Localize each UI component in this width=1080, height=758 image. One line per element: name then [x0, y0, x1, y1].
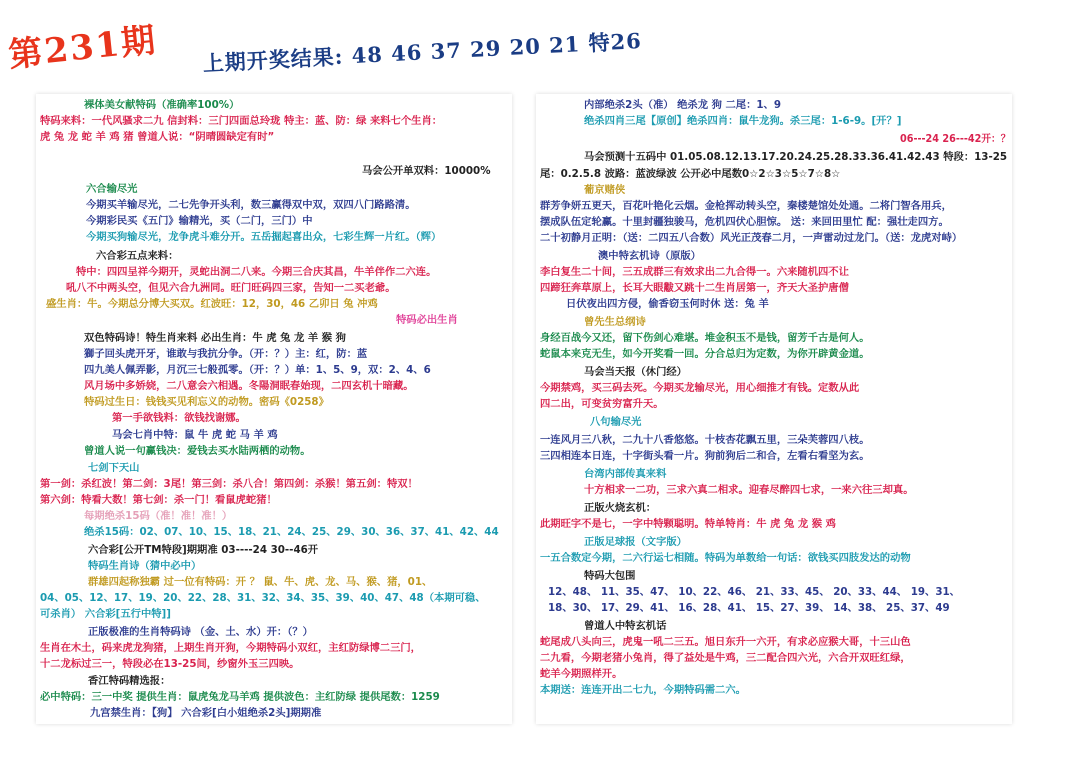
- text-line: 18、30、 17、29、41、 16、28、41、 15、27、39、 14、38、 25、37、49: [548, 602, 950, 614]
- text-line: 特码生肖诗（猜中必中）: [88, 560, 202, 572]
- text-line: 八句输尽光: [590, 416, 642, 428]
- text-line: 四蹄狂奔草原上，长耳大眼黻又跳十二生肖居第一，齐天大圣护唐僧: [540, 282, 849, 294]
- text-line: 今期买羊输尽光，二七先争开头利，数三赢得双中双，双四八门路路清。: [86, 199, 416, 211]
- text-line: 马会预测十五码中 01.05.08.12.13.17.20.24.25.28.33.36.41.42.43 特段：13-25: [584, 151, 1008, 163]
- left-page: [36, 94, 512, 724]
- text-line: 盛生肖：牛。今期总分博大买双。红波旺：12，30，46 乙卯日 兔 冲鸡: [46, 298, 378, 310]
- text-line: 蛇鼠本来克无生，如今开奖看一回。分合总归为定数，为你开辟黄金道。: [540, 348, 870, 360]
- text-line: 今期彩民买《五门》输精光，买（二门，三门）中: [86, 215, 313, 227]
- text-line: 06---24 26---42开：？: [900, 133, 1011, 145]
- text-line: 尾：0.2.5.8 波路：蓝波绿波 公开必中尾数0☆2☆3☆5☆7☆8☆: [540, 168, 841, 180]
- text-line: 蛇尾成八头向三，虎鬼一吼二三五。旭日东升一六开，有求必应猴大哥，十三山色: [540, 636, 911, 648]
- text-line: 正版足球报（文字版）: [584, 536, 687, 548]
- text-line: 身经百战今又还，留下伤剑心难堪。堆金积玉不是钱，留芳千古是何人。: [540, 332, 870, 344]
- text-line: 内部绝杀2头（准） 绝杀龙 狗 二尾：1、9: [584, 99, 781, 111]
- text-line: 第一剑：杀红波！第二剑：3尾！第三剑：杀八合！第四剑：杀猴！第五剑：特双！: [40, 478, 418, 490]
- text-line: 马会七肖中特：鼠 牛 虎 蛇 马 羊 鸡: [112, 429, 278, 441]
- text-line: 二九看，今期老猪小兔肖，得了益处是牛鸡，三二配合四六光，六合开双旺红绿，: [540, 652, 911, 664]
- text-line: 第一手欲钱料：欲钱找谢娜。: [112, 412, 246, 424]
- text-line: 绝杀四肖三尾【原创】绝杀四肖：鼠牛龙狗。杀三尾：1-6-9。[开？]: [584, 115, 902, 127]
- text-line: 曾先生总纲诗: [584, 316, 646, 328]
- text-line: 六合彩五点来料：: [96, 250, 179, 262]
- text-line: 香江特码精选报：: [88, 675, 171, 687]
- text-line: 摆成队伍定轮赢。十里封疆独骏马，危机四伏心胆惊。 送：来回田里忙 配：强壮走四方。: [540, 216, 949, 228]
- text-line: 群芳争妍五更天，百花叶艳化云烟。金枪挥动转头空，秦楼楚馆处处通。二将门智各用兵，: [540, 200, 952, 212]
- text-line: 风月场中多娇娆，二八意会六相遇。冬陽洞眠春始现，二四玄机十暗藏。: [84, 380, 414, 392]
- text-line: 一五合数定今期，二六行运七相随。特码为单数给一句话：欲钱买四肢发达的动物: [540, 552, 911, 564]
- text-line: 曾道人中特玄机话: [584, 620, 667, 632]
- right-page: [536, 94, 1012, 724]
- text-line: 六合输尽光: [86, 183, 138, 195]
- text-line: 七剑下天山: [88, 462, 140, 474]
- text-line: 曾道人说一句赢钱决：爱钱去买水陆两栖的动物。: [84, 445, 311, 457]
- text-line: 必中特码：三一中奖 提供生肖：鼠虎兔龙马羊鸡 提供波色：主红防绿 提供尾数：1259: [40, 691, 440, 703]
- text-line: 蛇羊今期照样开。: [540, 668, 623, 680]
- text-line: 12、48、 11、35、47、 10、22、46、 21、33、45、 20、33、44、 19、31、: [548, 586, 960, 598]
- issue-title: 第231期: [6, 20, 160, 76]
- text-line: 九宫禁生肖：【狗】 六合彩[白小姐绝杀2头]期期准: [90, 707, 322, 719]
- text-line: 李白复生二十间，三五成群三有效求出二九合得一。六来随机四不让: [540, 266, 849, 278]
- text-line: 本期送：连连开出二七九，今期特码需二六。: [540, 684, 746, 696]
- text-line: 日伏夜出四方侵，偷香窃玉何时休 送：兔 羊: [566, 298, 769, 310]
- text-line: 台湾内部传真来料: [584, 468, 667, 480]
- text-line: 04、05、12、17、19、20、22、28、31、32、34、35、39、40、47、48（本期可稳、: [40, 592, 486, 604]
- text-line: 三四相连本日连，十字街头看一片。狗前狗后二和合，左看右看坚为玄。: [540, 450, 870, 462]
- text-line: 马会公开单双料：10000%: [362, 165, 491, 177]
- text-line: 此期旺字不是七，一字中特颗聪明。特单特肖：牛 虎 兔 龙 猴 鸡: [540, 518, 836, 530]
- text-line: 群雄四起称独霸 过一位有特码：开 ？ 鼠、牛、虎、龙、马、猴、猪，01、: [88, 576, 433, 588]
- text-line: 吼八不中两头空，但见六合九洲同。旺门旺码四三家，告知一二买老爺。: [66, 282, 396, 294]
- text-line: 一连风月三八秋，二九十八香悠悠。十枝杏花飘五里，三朵芙蓉四八枝。: [540, 434, 870, 446]
- text-line: 葡京赌侠: [584, 184, 626, 196]
- text-line: 四二出，可变贫穷富升天。: [540, 398, 664, 410]
- text-line: 六合彩[公开TM特段]期期准 03----24 30--46开: [88, 544, 319, 556]
- text-line: 四九美人佩弄影，月沉三七般孤零。（开：？）单：1、5、9，双：2、4、6: [84, 364, 431, 376]
- last-result: 上期开奖结果: 48 46 37 29 20 21 特26: [202, 27, 643, 76]
- text-line: 二十初静月正明：（送：二四五八合数）风光正茂春二月，一声雷动过龙门。（送：龙虎对峙）: [540, 232, 963, 244]
- text-line: 今期买狗输尽光，龙争虎斗难分开。五岳掘起喜出众，七彩生辉一片红。（辉）: [86, 231, 442, 243]
- text-line: 双色特码诗！特生肖来料 必出生肖：牛 虎 兔 龙 羊 猴 狗: [84, 332, 346, 344]
- text-line: 特码必出生肖: [396, 314, 458, 326]
- text-line: 澳中特玄机诗（原版）: [598, 250, 701, 262]
- text-line: 正版极准的生肖特码诗 （金、土、水）开：（？）: [88, 626, 313, 638]
- text-line: 虎 兔 龙 蛇 羊 鸡 猪 曾道人说：“阴晴圆缺定有时”: [40, 131, 275, 143]
- text-line: 十二龙标过三一，特段必在13-25间，纱窗外玉三四映。: [40, 658, 300, 670]
- text-line: 特码大包围: [584, 570, 636, 582]
- text-line: 绝杀15码：02、07、10、15、18、21、24、25、29、30、36、37、41、42、44: [84, 526, 499, 538]
- text-line: 可杀肖） 六合彩[五行中特]]: [40, 608, 171, 620]
- text-line: 特码来料：一代风骚求二九 信封料：三门四面总玲珑 特主：蓝、防：绿 来料七个生肖：: [40, 115, 443, 127]
- text-line: 特码过生日：钱钱买见利忘义的动物。密码《0258》: [84, 396, 329, 408]
- text-line: 裸体美女献特码（准确率100%）: [84, 99, 240, 111]
- text-line: 十方相求一二功，三求六真二相求。迎春尽醉四七求，一来六往三却真。: [584, 484, 914, 496]
- text-line: 生肖在木土，码来虎龙狗猪，上期生肖开狗，今期特码小双红，主红防绿博二三门，: [40, 642, 421, 654]
- text-line: 獅子回头虎开牙，谁敢与我抗分争。（开：？）主：红，防：蓝: [84, 348, 368, 360]
- text-line: 第六剑：特看大数！第七剑：杀一门！看鼠虎蛇猪！: [40, 494, 277, 506]
- text-line: 特中：四四呈祥今期开，灵蛇出洞二八来。今期三合庆其昌，牛羊伴作二六连。: [76, 266, 437, 278]
- text-line: 今期禁鸡，买三码去死。今期买龙输尽光，用心细推才有钱。定数从此: [540, 382, 860, 394]
- text-line: 马会当天报（休门经）: [584, 366, 687, 378]
- text-line: 正版火烧玄机：: [584, 502, 657, 514]
- text-line: 每期绝杀15码（准！准！准！）: [84, 510, 233, 522]
